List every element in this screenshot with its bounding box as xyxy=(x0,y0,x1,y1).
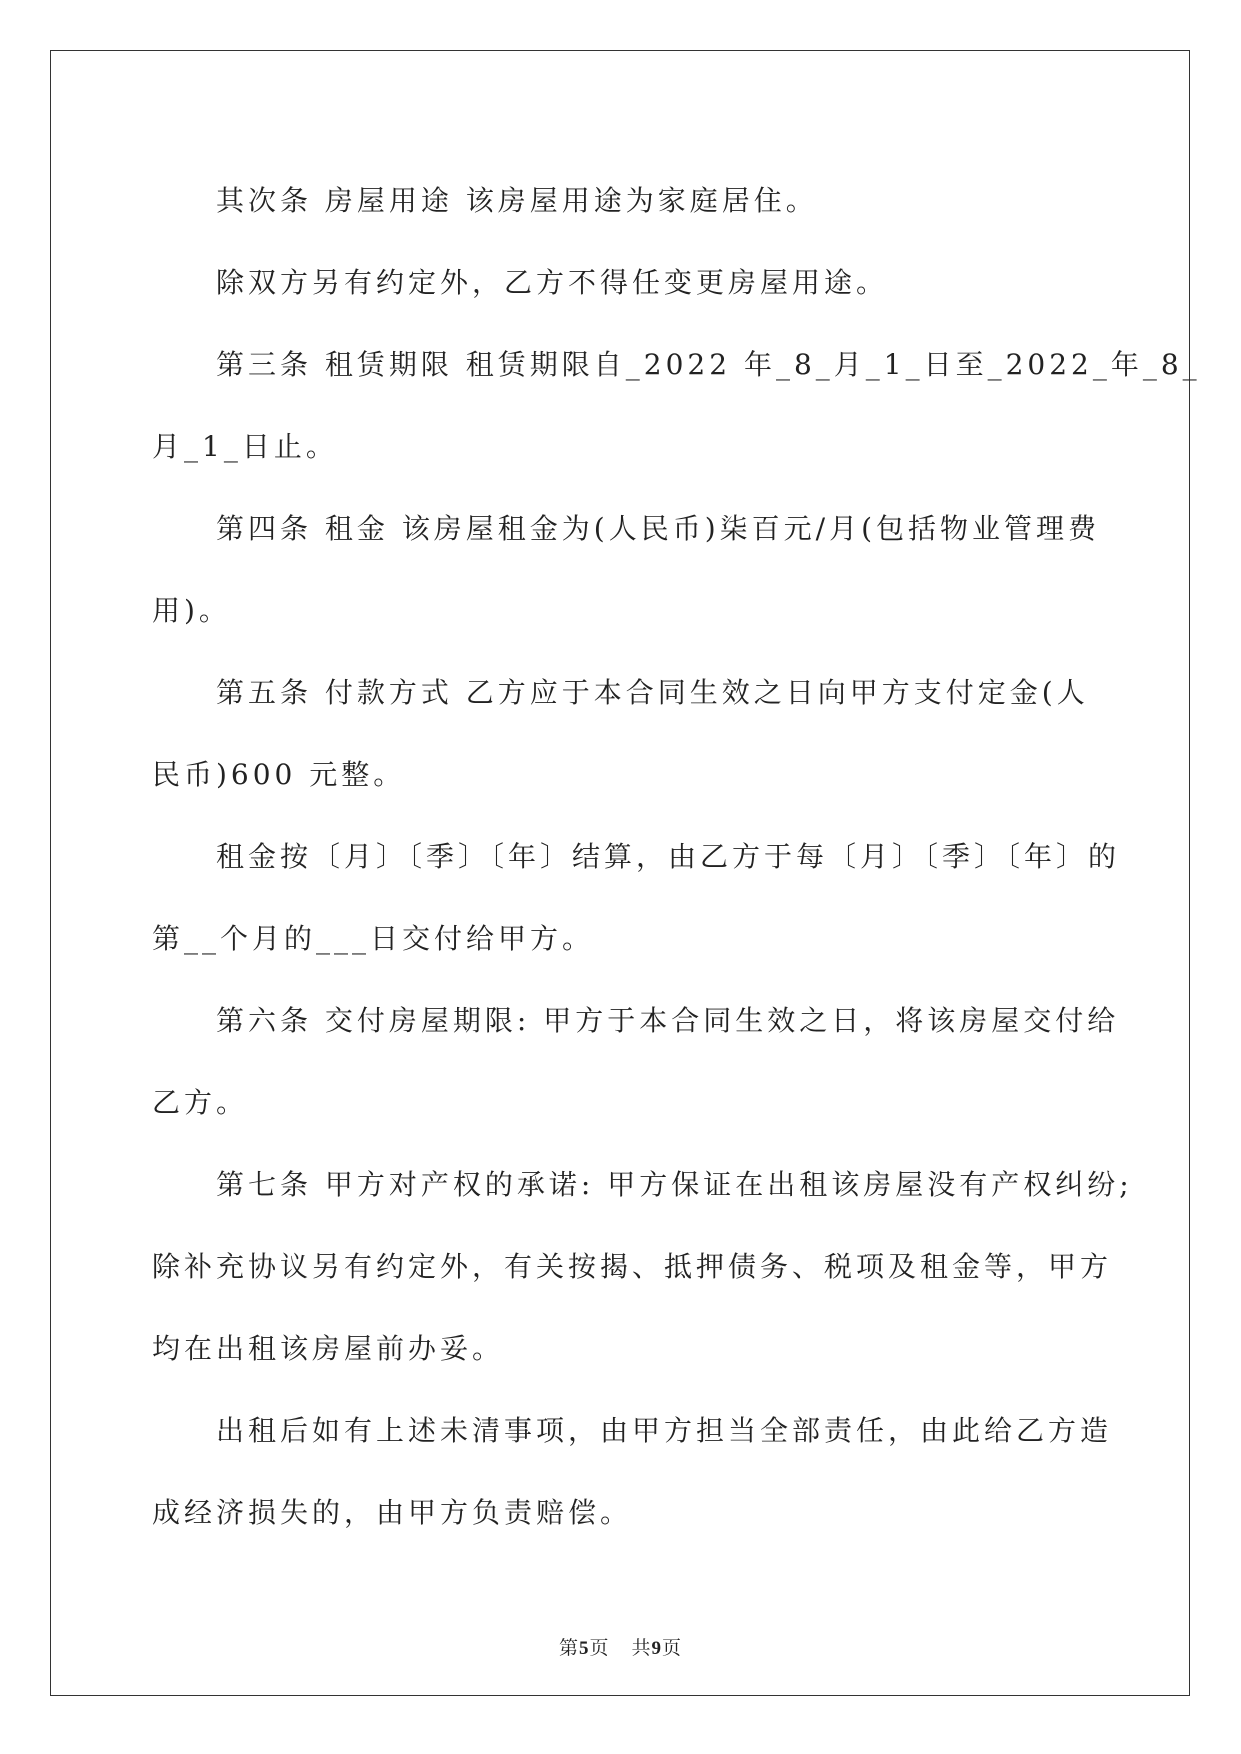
footer-total-suffix: 页 xyxy=(662,1637,683,1659)
text-line: 民币)600 元整。 xyxy=(152,758,406,791)
text-line: 第七条 甲方对产权的承诺: 甲方保证在出租该房屋没有产权纠纷; xyxy=(216,1168,1133,1201)
text-line: 除双方另有约定外，乙方不得任变更房屋用途。 xyxy=(216,266,889,299)
text-line: 租金按〔月〕〔季〕〔年〕结算，由乙方于每〔月〕〔季〕〔年〕的 xyxy=(216,840,1121,873)
text-line: 其次条 房屋用途 该房屋用途为家庭居住。 xyxy=(216,184,818,217)
text-line: 出租后如有上述未清事项，由甲方担当全部责任，由此给乙方造 xyxy=(216,1414,1113,1447)
text-line: 乙方。 xyxy=(152,1086,249,1119)
text-line: 月_1_日止。 xyxy=(152,430,338,463)
text-line: 成经济损失的，由甲方负责赔偿。 xyxy=(152,1496,633,1529)
footer-current-suffix: 页 xyxy=(589,1637,610,1659)
total-page-number: 9 xyxy=(651,1638,663,1659)
footer-total-prefix: 共 xyxy=(631,1637,652,1659)
text-line: 用)。 xyxy=(152,594,231,627)
document-body xyxy=(152,160,1201,1554)
text-line: 除补充协议另有约定外，有关按揭、抵押债务、税项及租金等，甲方 xyxy=(152,1250,1113,1283)
text-line: 第四条 租金 该房屋租金为(人民币)柒百元/月(包括物业管理费 xyxy=(216,512,1101,545)
page-footer xyxy=(0,1633,1241,1660)
text-line: 第六条 交付房屋期限: 甲方于本合同生效之日，将该房屋交付给 xyxy=(216,1004,1120,1037)
text-line: 第__个月的___日交付给甲方。 xyxy=(152,922,595,955)
current-page-number: 5 xyxy=(578,1638,590,1659)
footer-prefix: 第 xyxy=(558,1637,579,1659)
text-line: 均在出租该房屋前办妥。 xyxy=(152,1332,505,1365)
text-line: 第三条 租赁期限 租赁期限自_2022 年_8_月_1_日至_2022_年_8_ xyxy=(216,348,1201,381)
text-line: 第五条 付款方式 乙方应于本合同生效之日向甲方支付定金(人 xyxy=(216,676,1089,709)
